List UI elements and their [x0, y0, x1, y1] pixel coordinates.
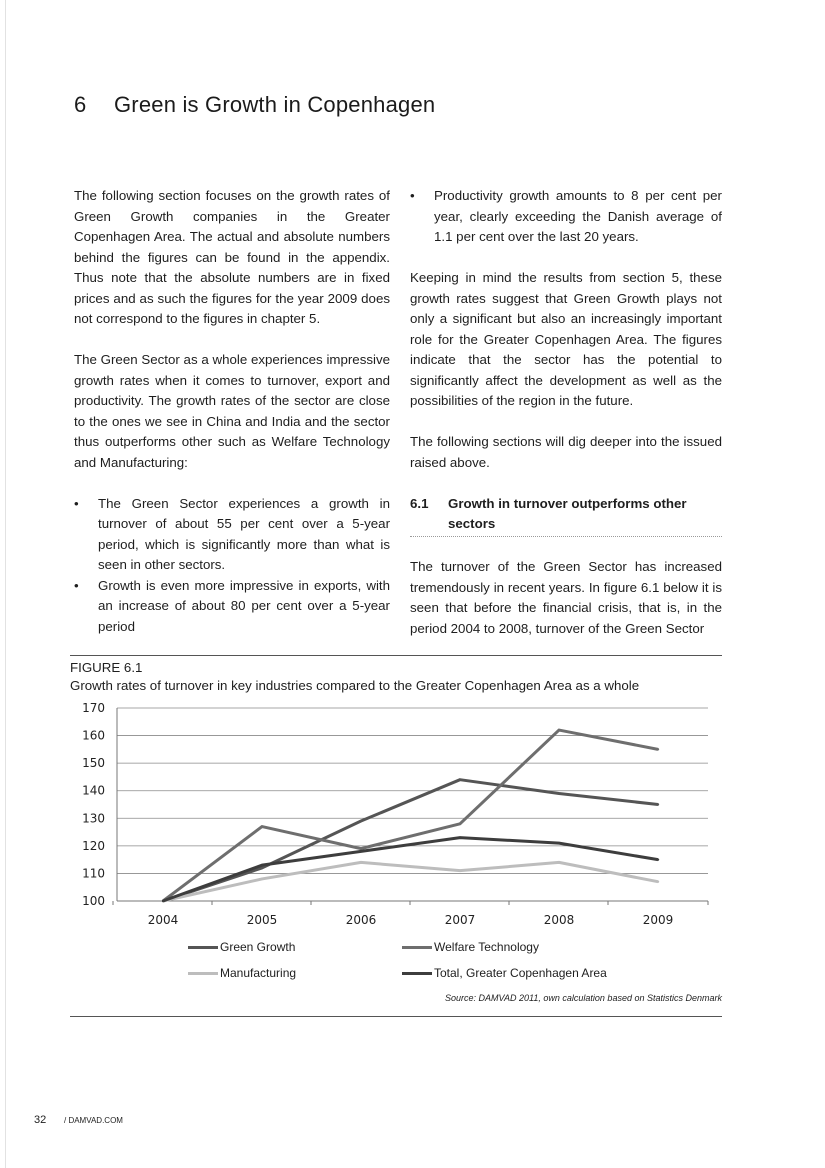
page-number: 32 — [34, 1114, 47, 1126]
legend-label: Green Growth — [220, 940, 296, 954]
y-tick-label: 120 — [82, 838, 105, 853]
x-tick-label: 2004 — [147, 913, 179, 927]
page-edge-line — [5, 0, 6, 1168]
y-tick-label: 140 — [82, 783, 105, 798]
right-column — [410, 186, 722, 660]
data-point — [459, 778, 461, 780]
data-point — [261, 878, 263, 880]
right-paragraph-2: The following sections will dig deeper into the issued raised above. — [410, 434, 722, 470]
legend-swatch — [188, 946, 218, 949]
x-tick-label: 2007 — [444, 913, 476, 927]
footer-site: / DAMVAD.COM — [64, 1116, 123, 1125]
right-bullet-list — [410, 186, 722, 248]
legend-label: Total, Greater Copenhagen Area — [434, 966, 607, 980]
data-point — [261, 825, 263, 827]
chapter-heading — [74, 92, 435, 118]
y-tick-label: 150 — [82, 756, 105, 771]
data-point — [558, 861, 560, 863]
right-paragraph-1: Keeping in mind the results from section 5, these growth rates suggest that Green Growth plays not only a significant but also an increasingly important role for the Greater Copenhagen Area. The figures indicate that the sector has the potential to significantly affect the development as well as the possibilities of the region in the future. — [410, 270, 722, 408]
section-title: Growth in turnover outperforms other sectors — [448, 495, 687, 531]
left-bullet-list — [74, 494, 390, 638]
figure-top-rule — [70, 655, 722, 656]
data-point — [360, 850, 362, 852]
y-tick-label: 130 — [82, 811, 105, 826]
data-point — [558, 842, 560, 844]
y-tick-label: 160 — [82, 728, 105, 743]
series-line-0 — [163, 780, 658, 901]
data-point — [360, 820, 362, 822]
data-point — [162, 900, 164, 902]
series-line-3 — [163, 838, 658, 901]
data-point — [261, 867, 263, 869]
data-point — [657, 881, 659, 883]
line-chart — [70, 698, 722, 994]
data-point — [657, 748, 659, 750]
line-chart-svg — [70, 698, 722, 994]
legend-label: Manufacturing — [220, 966, 297, 980]
legend-item — [402, 966, 607, 980]
data-point — [459, 836, 461, 838]
data-point — [657, 858, 659, 860]
left-bullet-1: • The Green Sector experiences a growth in turnover of about 55 per cent over a 5-year period, which is significantly more than what is seen in other sectors. — [74, 494, 390, 576]
left-bullet-2: • Growth is even more impressive in exports, with an increase of about 80 per cent over a 5-year period — [74, 576, 390, 638]
data-point — [360, 861, 362, 863]
x-tick-label: 2008 — [543, 913, 575, 927]
legend-label: Welfare Technology — [434, 940, 539, 954]
x-tick-label: 2005 — [246, 913, 278, 927]
legend-swatch — [188, 972, 218, 975]
right-bullet-1: • Productivity growth amounts to 8 per cent per year, clearly exceeding the Danish average of 1.1 per cent over the last 20 years. — [410, 186, 722, 248]
chapter-number: 6 — [74, 92, 87, 117]
figure-source: Source: DAMVAD 2011, own calculation based on Statistics Denmark — [445, 993, 722, 1003]
left-column — [74, 186, 390, 658]
figure-bottom-rule — [70, 1016, 722, 1017]
y-tick-label: 170 — [82, 701, 105, 715]
chapter-title: Green is Growth in Copenhagen — [114, 92, 436, 117]
figure-label: FIGURE 6.1 — [70, 660, 143, 675]
figure-caption: Growth rates of turnover in key industries compared to the Greater Copenhagen Area as a whole — [70, 678, 640, 693]
data-point — [657, 803, 659, 805]
legend-item — [402, 940, 539, 954]
legend-swatch — [402, 946, 432, 949]
left-paragraph-2: The Green Sector as a whole experiences impressive growth rates when it comes to turnover, export and productivity. The growth rates of the sector are close to the ones we see in China and India and the sector thus outperforms other such as Welfare Technology and Manufacturing: — [74, 352, 390, 470]
x-tick-label: 2006 — [345, 913, 377, 927]
series-line-2 — [163, 862, 658, 901]
data-point — [261, 864, 263, 866]
section-heading — [410, 494, 722, 537]
y-tick-label: 100 — [82, 894, 105, 908]
y-tick-label: 110 — [82, 866, 105, 881]
legend-item — [188, 940, 295, 954]
legend-item — [188, 966, 296, 980]
right-paragraph-3: The turnover of the Green Sector has increased tremendously in recent years. In figure 6.1 below it is seen that before the financial crisis, that is, in the period 2004 to 2008, turnover of the Green Sector — [410, 559, 722, 636]
data-point — [558, 729, 560, 731]
data-point — [558, 792, 560, 794]
section-number: 6.1 — [410, 495, 429, 511]
data-point — [459, 869, 461, 871]
data-point — [360, 847, 362, 849]
legend-swatch — [402, 972, 432, 975]
x-tick-label: 2009 — [642, 913, 674, 927]
data-point — [459, 823, 461, 825]
left-paragraph-1: The following section focuses on the growth rates of Green Growth companies in the Greater Copenhagen Area. The actual and absolute numbers behind the figures can be found in the appendix. Thus note that the absolute numbers are in fixed prices and as such the figures for the year 2009 does not correspond to the figures in chapter 5. — [74, 188, 390, 326]
